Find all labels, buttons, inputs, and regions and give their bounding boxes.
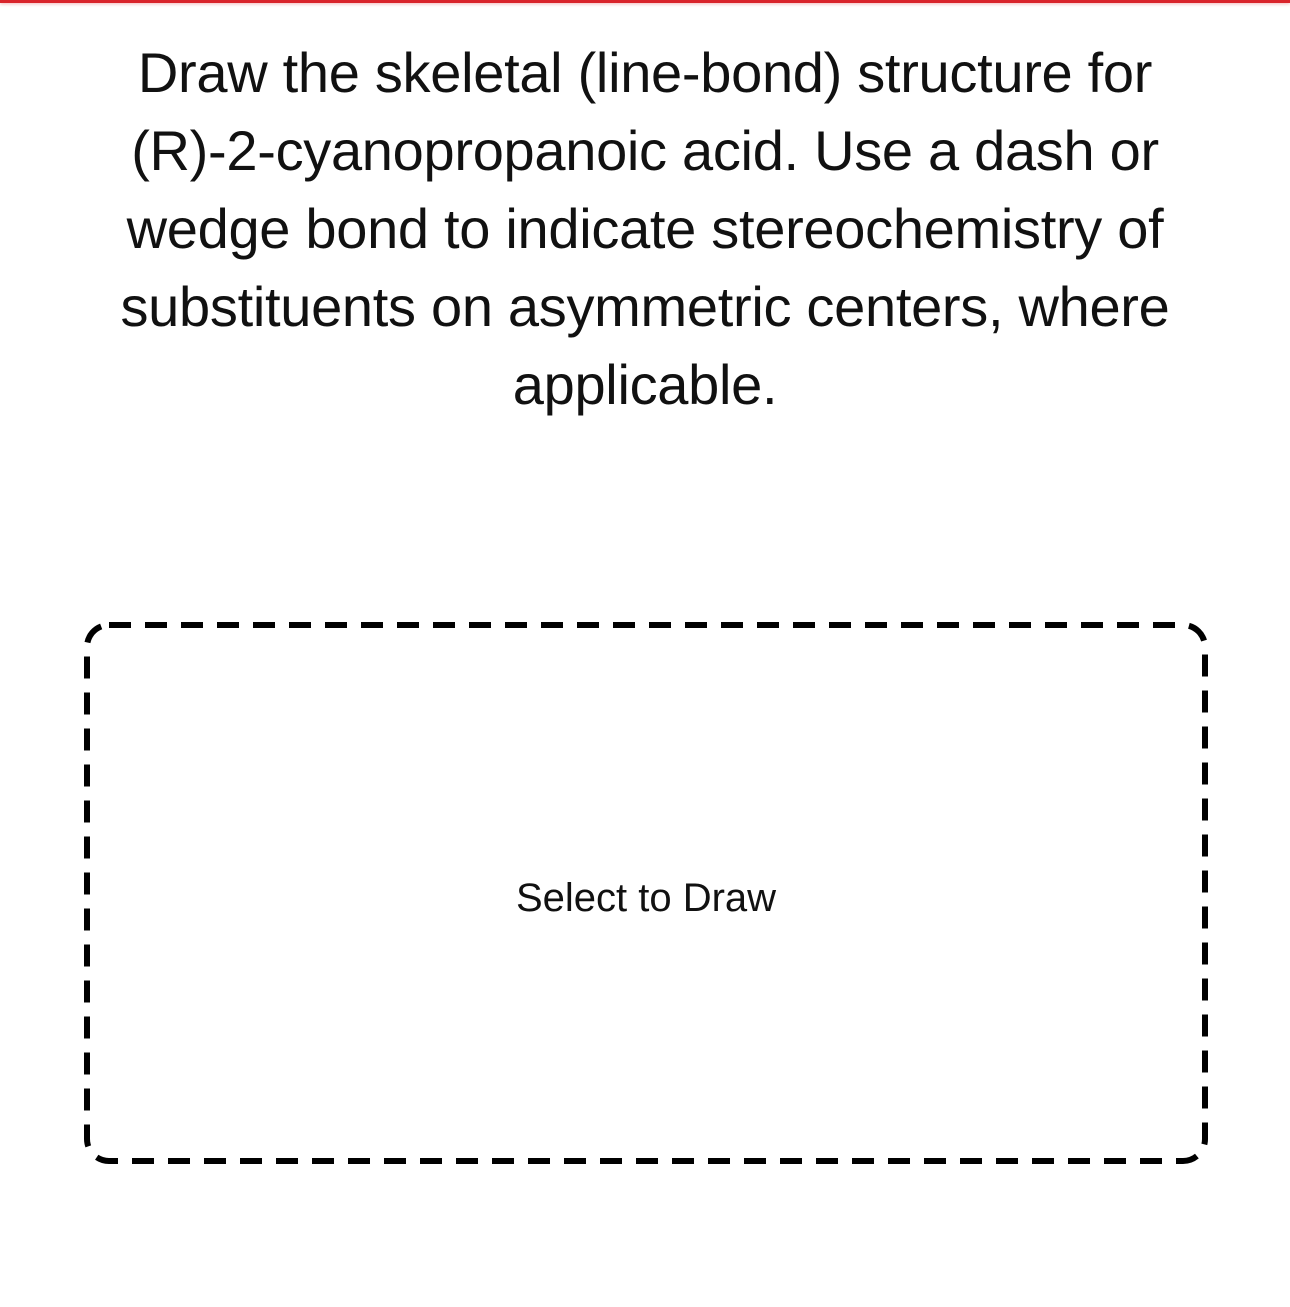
top-accent-bar [0,0,1290,3]
question-prompt: Draw the skeletal (line-bond) structure for (R)-2-cyanopropanoic acid. Use a dash or wedge bond to indicate stereochemistry of substituents on asymmetric centers, where applicable. [120,41,1170,416]
select-to-draw-label: Select to Draw [515,876,777,920]
drawing-area[interactable] [84,622,1208,1164]
